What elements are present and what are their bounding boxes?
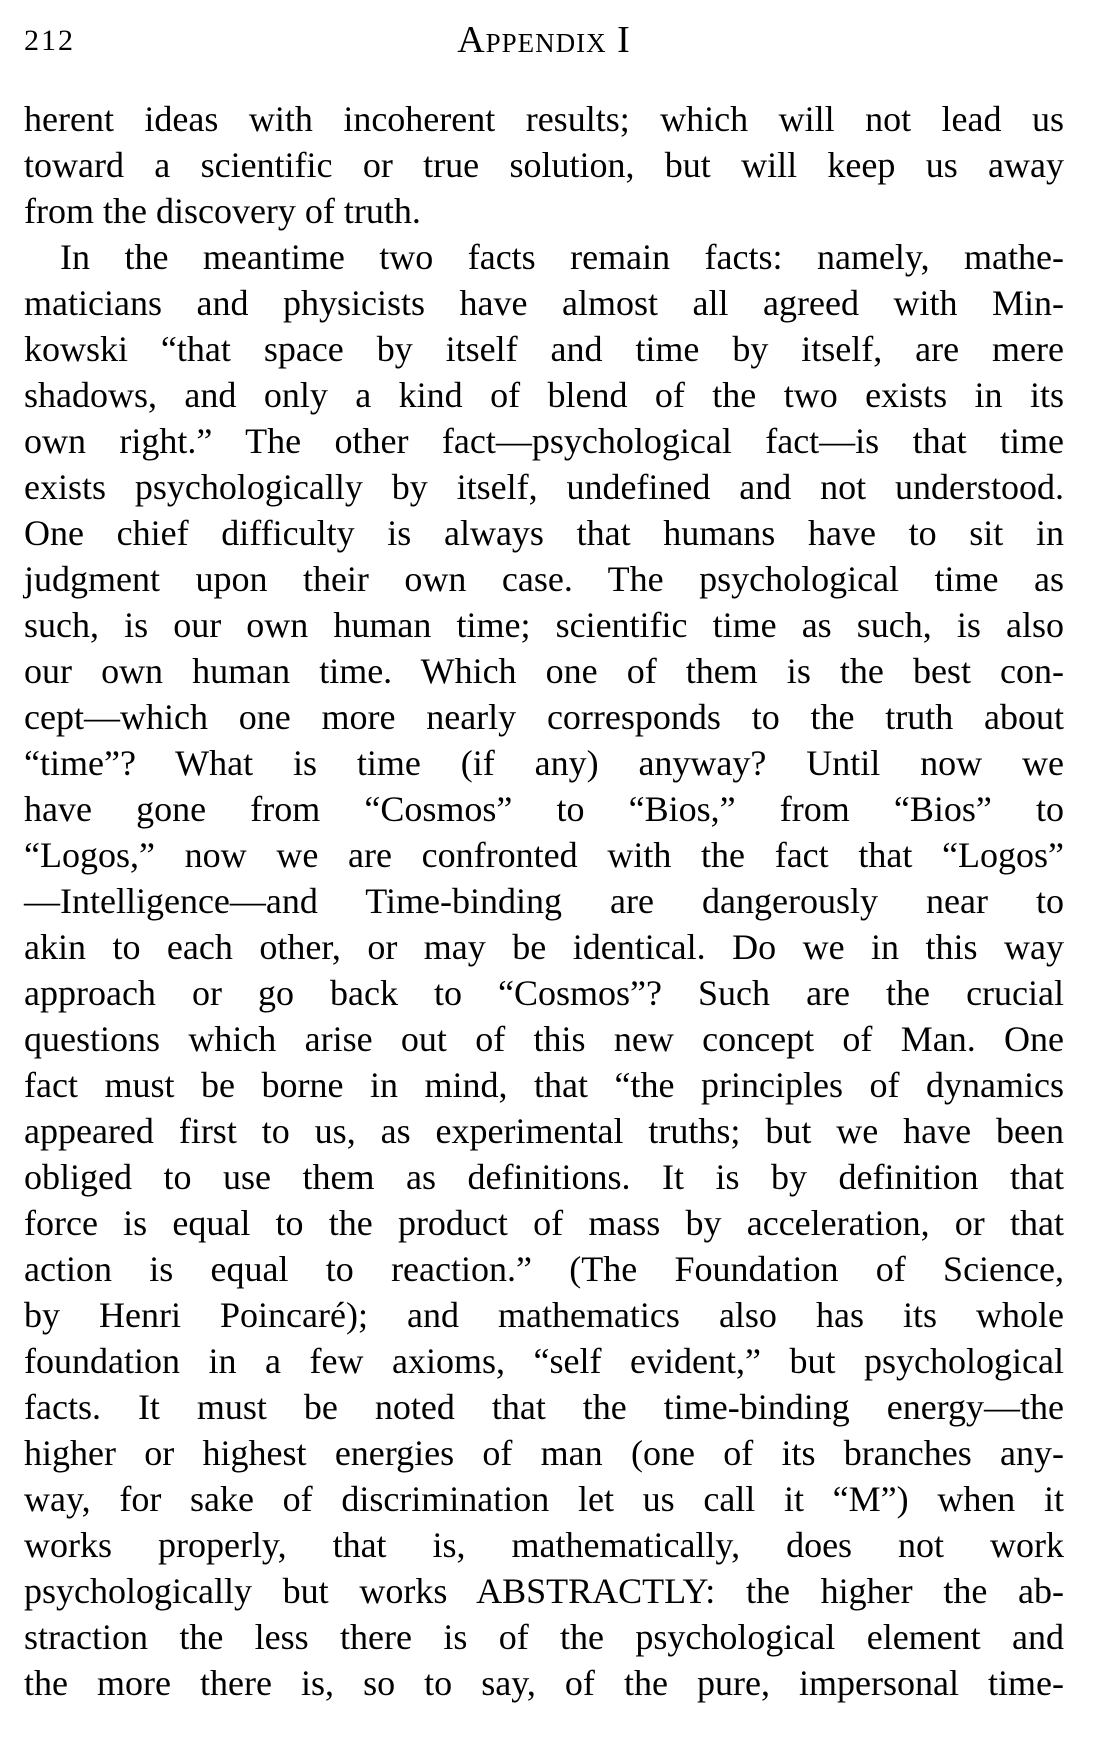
text-line: judgment upon their own case. The psychological time as bbox=[24, 559, 1064, 599]
text-line: action is equal to reaction.” (The Foundation of Science, bbox=[24, 1249, 1064, 1289]
text-line: “Logos,” now we are confronted with the fact that “Logos” bbox=[24, 835, 1064, 875]
text-line: questions which arise out of this new concept of Man. One bbox=[24, 1019, 1064, 1059]
text-line: maticians and physicists have almost all agreed with Min- bbox=[24, 283, 1064, 323]
text-line: from the discovery of truth. bbox=[24, 191, 421, 231]
text-line: herent ideas with incoherent results; which will not lead us bbox=[24, 99, 1064, 139]
text-line: obliged to use them as definitions. It is by definition that bbox=[24, 1157, 1064, 1197]
text-line: One chief difficulty is always that humans have to sit in bbox=[24, 513, 1064, 553]
text-line: psychologically but works ABSTRACTLY: the higher the ab- bbox=[24, 1571, 1064, 1611]
text-line: our own human time. Which one of them is the best con- bbox=[24, 651, 1064, 691]
text-line: kowski “that space by itself and time by itself, are mere bbox=[24, 329, 1064, 369]
text-line: akin to each other, or may be identical. Do we in this way bbox=[24, 927, 1064, 967]
text-line: such, is our own human time; scientific time as such, is also bbox=[24, 605, 1064, 645]
text-line: facts. It must be noted that the time-binding energy—the bbox=[24, 1387, 1064, 1427]
page-number: 212 bbox=[24, 24, 75, 57]
text-line: shadows, and only a kind of blend of the two exists in its bbox=[24, 375, 1064, 415]
text-line: fact must be borne in mind, that “the principles of dynamics bbox=[24, 1065, 1064, 1105]
text-line: straction the less there is of the psychological element and bbox=[24, 1617, 1064, 1657]
page-header bbox=[24, 14, 1064, 70]
text-line: In the meantime two facts remain facts: namely, mathe- bbox=[60, 237, 1064, 277]
text-line: the more there is, so to say, of the pure, impersonal time- bbox=[24, 1663, 1064, 1703]
text-line: own right.” The other fact—psychological fact—is that time bbox=[24, 421, 1064, 461]
body-text bbox=[24, 96, 1064, 1706]
text-line: by Henri Poincaré); and mathematics also has its whole bbox=[24, 1295, 1064, 1335]
text-line: cept—which one more nearly corresponds to the truth about bbox=[24, 697, 1064, 737]
text-line: have gone from “Cosmos” to “Bios,” from “Bios” to bbox=[24, 789, 1064, 829]
text-line: appeared first to us, as experimental truths; but we have been bbox=[24, 1111, 1064, 1151]
text-line: “time”? What is time (if any) anyway? Until now we bbox=[24, 743, 1064, 783]
text-line: higher or highest energies of man (one of its branches any- bbox=[24, 1433, 1064, 1473]
text-line: —Intelligence—and Time-binding are dangerously near to bbox=[24, 881, 1064, 921]
text-line: works properly, that is, mathematically, does not work bbox=[24, 1525, 1064, 1565]
text-line: way, for sake of discrimination let us call it “M”) when it bbox=[24, 1479, 1064, 1519]
text-line: exists psychologically by itself, undefined and not understood. bbox=[24, 467, 1064, 507]
text-line: force is equal to the product of mass by acceleration, or that bbox=[24, 1203, 1064, 1243]
text-line: foundation in a few axioms, “self evident,” but psychological bbox=[24, 1341, 1064, 1381]
text-line: approach or go back to “Cosmos”? Such are the crucial bbox=[24, 973, 1064, 1013]
text-line: toward a scientific or true solution, but will keep us away bbox=[24, 145, 1064, 185]
running-head: Appendix I bbox=[457, 19, 631, 61]
